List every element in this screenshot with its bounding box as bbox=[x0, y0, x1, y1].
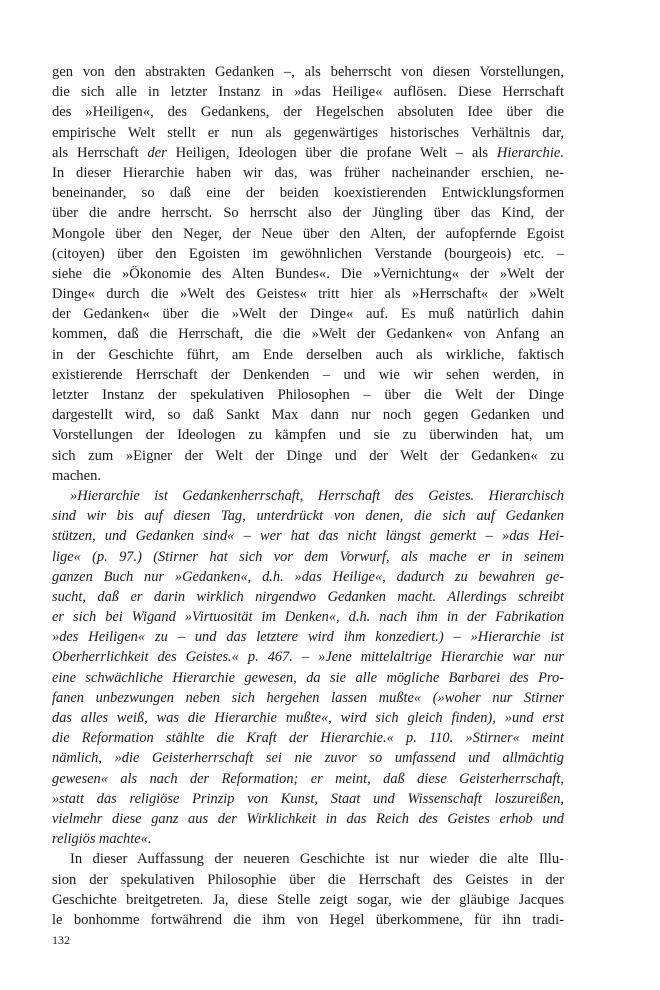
text-line bbox=[52, 405, 564, 425]
text-line bbox=[52, 365, 564, 385]
text-run: beneinander, so daß eine der beiden koexistierenden Entwicklungsformen bbox=[52, 185, 564, 202]
text-line bbox=[52, 446, 564, 466]
text-line bbox=[52, 304, 564, 324]
text-line bbox=[52, 102, 564, 122]
text-line bbox=[52, 668, 564, 688]
text-line bbox=[52, 547, 564, 567]
text-line bbox=[52, 587, 564, 607]
italic-text-run: der bbox=[147, 144, 167, 161]
italic-text-run: sucht, daß er darin wirklich nirgendwo Gedanken macht. Allerdings schreibt bbox=[52, 588, 564, 605]
text-line bbox=[52, 607, 564, 627]
text-run: In dieser Hierarchie haben wir das, was früher nacheinander erschien, ne- bbox=[52, 164, 564, 181]
text-line bbox=[52, 849, 564, 869]
text-line bbox=[52, 425, 564, 445]
italic-text-run: lige« (p. 97.) (Stirner hat sich vor dem Vorwurf, als mache er in seinem bbox=[52, 548, 564, 565]
text-line bbox=[52, 324, 564, 344]
text-line bbox=[52, 728, 564, 748]
text-line bbox=[52, 506, 564, 526]
text-line bbox=[52, 688, 564, 708]
text-run: empirische Welt stellt er nun als gegenwärtiges historisches Verhältnis dar, bbox=[52, 124, 564, 141]
italic-text-run: Oberherrlichkeit des Geistes.« p. 467. – »Jene mittelaltrige Hierarchie war nur bbox=[52, 649, 564, 666]
text-run: sion der spekulativen Philosophie über die Herrschaft des Geistes in der bbox=[52, 871, 564, 888]
text-run: existierende Herrschaft der Denkenden – und wie wir sehen werden, in bbox=[52, 366, 564, 383]
text-line bbox=[52, 143, 564, 163]
paragraph-hierarchy-intro bbox=[52, 62, 564, 486]
italic-text-run: eine schwächliche Hierarchie gewesen, da sie alle mögliche Barbarei des Pro- bbox=[52, 669, 564, 686]
text-line bbox=[52, 748, 564, 768]
italic-text-run: gewesen« als nach der Reformation; er meint, daß diese Geisterherrschaft, bbox=[52, 770, 564, 787]
book-page-body bbox=[52, 62, 564, 930]
text-line bbox=[52, 809, 564, 829]
text-line bbox=[52, 385, 564, 405]
text-line bbox=[52, 264, 564, 284]
text-run: sich zum »Eigner der Welt der Dinge und der Welt der Gedanken« zu bbox=[52, 447, 564, 464]
text-run: le bonhomme fortwährend die ihm von Hegel überkommene, für ihn tradi- bbox=[52, 911, 564, 928]
text-line bbox=[52, 708, 564, 728]
text-run: kommen, daß die Herrschaft, die die »Welt der Gedanken« von Anfang an bbox=[52, 326, 564, 343]
text-line bbox=[52, 203, 564, 223]
text-line bbox=[52, 647, 564, 667]
text-line bbox=[52, 82, 564, 102]
text-line bbox=[52, 829, 564, 849]
text-run: über die andre herrscht. So herrscht also der Jüngling über das Kind, der bbox=[52, 205, 564, 222]
italic-text-run: er sich bei Wigand »Virtuosität im Denken«, d.h. nach ihm in der Fabrikation bbox=[52, 609, 564, 626]
text-line bbox=[52, 769, 564, 789]
text-run: der Gedanken« über die »Welt der Dinge« auf. Es muß natürlich dahin bbox=[52, 306, 564, 323]
paragraph-spekulative-philosophie bbox=[52, 849, 564, 930]
text-run: In dieser Auffassung der neueren Geschichte ist nur wieder die alte Illu- bbox=[70, 851, 564, 868]
page-number: 132 bbox=[52, 933, 70, 947]
text-line bbox=[52, 123, 564, 143]
text-line bbox=[52, 284, 564, 304]
italic-text-run: nämlich, »die Geisterherrschaft sei nie zuvor so umfassend und allmächtig bbox=[52, 750, 564, 767]
italic-text-run: »Hierarchie ist Gedankenherrschaft, Herrschaft des Geistes. Hierarchisch bbox=[70, 487, 564, 504]
text-run: Mongole über den Neger, der Neue über den Alten, der aufopfernde Egoist bbox=[52, 225, 564, 242]
text-run: dargestellt wird, so daß Sankt Max dann nur noch gegen Gedanken und bbox=[52, 407, 564, 424]
italic-text-run: Hierarchie. bbox=[496, 144, 564, 161]
text-line bbox=[52, 526, 564, 546]
text-line bbox=[52, 789, 564, 809]
text-run: als Herrschaft bbox=[52, 144, 148, 161]
text-run: die sich alle in letzter Instanz in »das Heilige« auflösen. Diese Herrschaft bbox=[52, 84, 564, 101]
text-line bbox=[52, 224, 564, 244]
text-line bbox=[52, 62, 564, 82]
text-run: letzter Instanz der spekulativen Philosophen – über die Welt der Dinge bbox=[52, 387, 564, 403]
text-run: Vorstellungen der Ideologen zu kämpfen und sie zu überwinden hat, um bbox=[52, 427, 564, 444]
text-line bbox=[52, 567, 564, 587]
text-run: siehe die »Ökonomie des Alten Bundes«. Die »Vernichtung« der »Welt der bbox=[52, 265, 564, 282]
quote-paragraph-hierarchie bbox=[52, 486, 564, 849]
text-run: Dinge« durch die »Welt des Geistes« tritt hier als »Herrschaft« der »Welt bbox=[52, 286, 564, 303]
text-line bbox=[52, 890, 564, 910]
text-run: Heiligen, Ideologen über die profane Welt – als bbox=[166, 144, 497, 161]
italic-text-run: vielmehr diese ganz aus der Wirklichkeit in das Reich des Geistes erhob und bbox=[52, 810, 564, 827]
text-line bbox=[52, 486, 564, 506]
italic-text-run: das alles weiß, was die Hierarchie mußte«, wird sich gleich finden), »und erst bbox=[52, 710, 564, 726]
text-line bbox=[52, 345, 564, 365]
italic-text-run: sind wir bis auf diesen Tag, unterdrückt von denen, die sich auf Gedanken bbox=[52, 508, 564, 525]
text-run: Geschichte breitgetreten. Ja, diese Stelle zeigt sogar, wie der gläubige Jacques bbox=[52, 891, 564, 908]
text-line bbox=[52, 627, 564, 647]
text-run: (citoyen) über den Egoisten im gewöhnlichen Verstande (bourgeois) etc. – bbox=[52, 245, 564, 262]
italic-text-run: »des Heiligen« zu – und das letztere wird ihm konzediert.) – »Hierarchie ist bbox=[52, 629, 564, 646]
italic-text-run: stützen, und Gedanken sind« – wer hat das nicht längst gemerkt – »das Hei- bbox=[52, 528, 564, 545]
text-run: in der Geschichte führt, am Ende derselben auch als wirkliche, faktisch bbox=[52, 346, 564, 363]
text-line bbox=[52, 244, 564, 264]
text-run: gen von den abstrakten Gedanken –, als beherrscht von diesen Vorstellungen, bbox=[52, 64, 564, 80]
text-run: machen. bbox=[52, 467, 102, 484]
text-line bbox=[52, 870, 564, 890]
italic-text-run: ganzen Buch nur »Gedanken«, d.h. »das Heilige«, dadurch zu bewahren ge- bbox=[52, 568, 564, 585]
text-line bbox=[52, 183, 564, 203]
italic-text-run: fanen unbezwungen neben sich hergehen lassen mußte« (»woher nur Stirner bbox=[52, 689, 564, 706]
text-line bbox=[52, 910, 564, 930]
italic-text-run: religiös machte«. bbox=[52, 831, 152, 848]
italic-text-run: die Reformation stählte die Kraft der Hierarchie.« p. 110. »Stirner« meint bbox=[52, 730, 564, 747]
text-line bbox=[52, 466, 564, 486]
italic-text-run: »statt das religiöse Prinzip von Kunst, Staat und Wissenschaft loszureißen, bbox=[52, 790, 564, 807]
text-line bbox=[52, 163, 564, 183]
text-run: des »Heiligen«, des Gedankens, der Hegelschen absoluten Idee über die bbox=[52, 104, 564, 121]
